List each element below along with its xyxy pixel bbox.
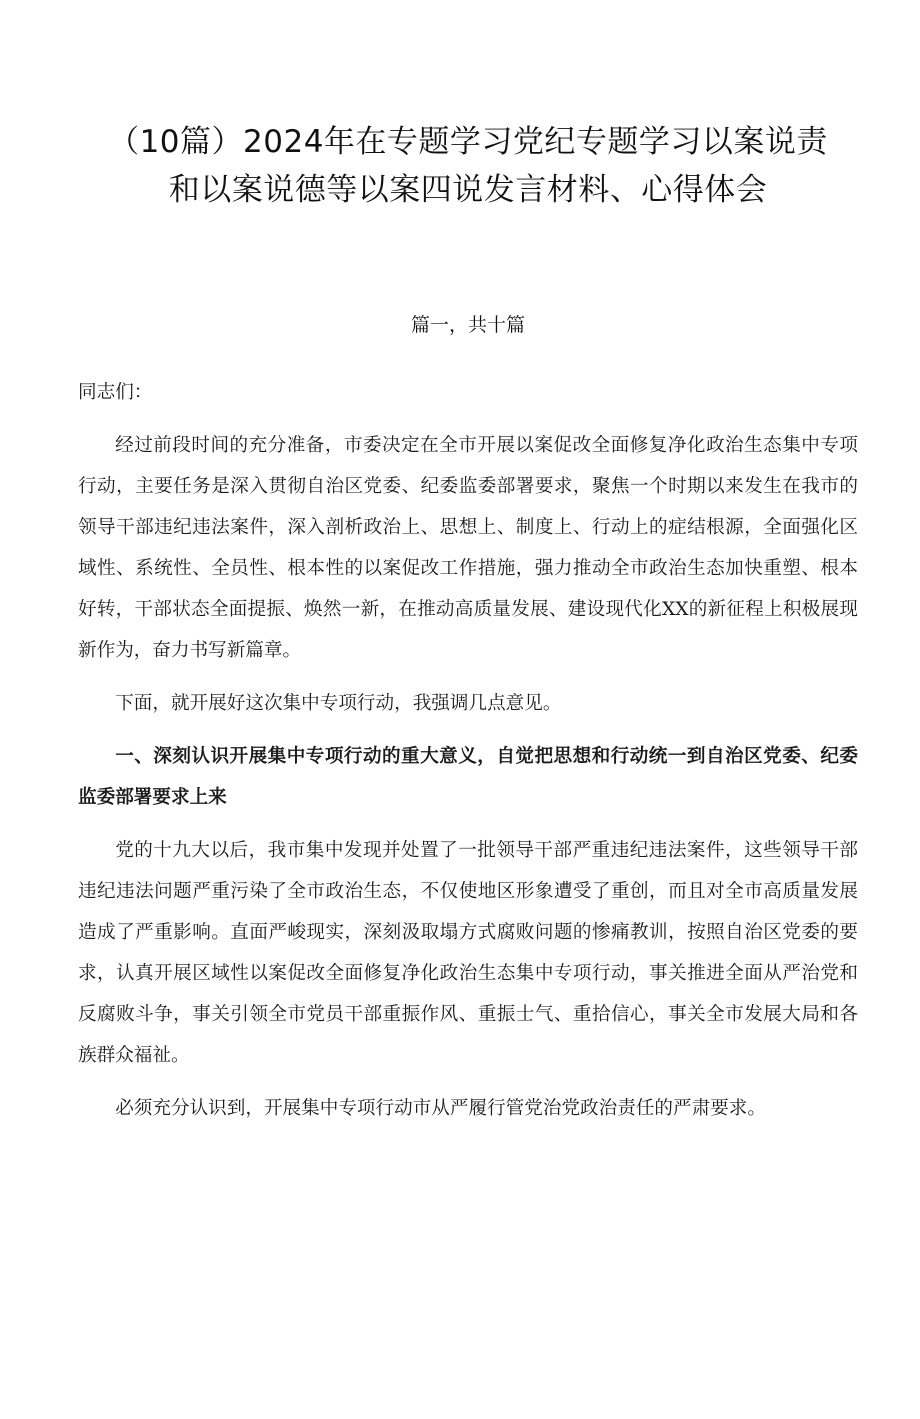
salutation: 同志们： [78, 382, 153, 403]
section-heading: 篇一，共十篇 [410, 314, 525, 336]
subheading-1: 一、深刻认识开展集中专项行动的重大意义，自觉把思想和行动统一到自治区党委、纪委监委部署要求上来 [78, 746, 858, 808]
document-title [78, 118, 858, 214]
paragraph-4: 必须充分认识到，开展集中专项行动市从严履行管党治党政治责任的严肃要求。 [115, 1098, 766, 1119]
document-page [0, 118, 920, 1419]
document-title-line-1: （10篇）2024年在专题学习党纪专题学习以案说责 [108, 124, 828, 160]
paragraph-3: 党的十九大以后，我市集中发现并处置了一批领导干部严重违纪违法案件，这些领导干部违纪违法问题严重污染了全市政治生态，不仅使地区形象遭受了重创，而且对全市高质量发展造成了严重影响。直面严峻现实，深刻汲取塌方式腐败问题的惨痛教训，按照自治区党委的要求，认真开展区域性以案促改全面修复净化政治生态集中专项行动，事关推进全面从严治党和反腐败斗争，事关引领全市党员干部重振作风、重振士气、重拾信心，事关全市发展大局和各族群众福祉。 [78, 840, 858, 1066]
paragraph-2: 下面，就开展好这次集中专项行动，我强调几点意见。 [115, 693, 562, 714]
document-title-line-2: 和以案说德等以案四说发言材料、心得体会 [168, 172, 768, 208]
paragraph-1: 经过前段时间的充分准备，市委决定在全市开展以案促改全面修复净化政治生态集中专项行动，主要任务是深入贯彻自治区党委、纪委监委部署要求，聚焦一个时期以来发生在我市的领导干部违纪违法案件，深入剖析政治上、思想上、制度上、行动上的症结根源，全面强化区域性、系统性、全员性、根本性的以案促改工作措施，强力推动全市政治生态加快重塑、根本好转，干部状态全面提振、焕然一新，在推动高质量发展、建设现代化XX的新征程上积极展现新作为，奋力书写新篇章。 [78, 435, 858, 661]
